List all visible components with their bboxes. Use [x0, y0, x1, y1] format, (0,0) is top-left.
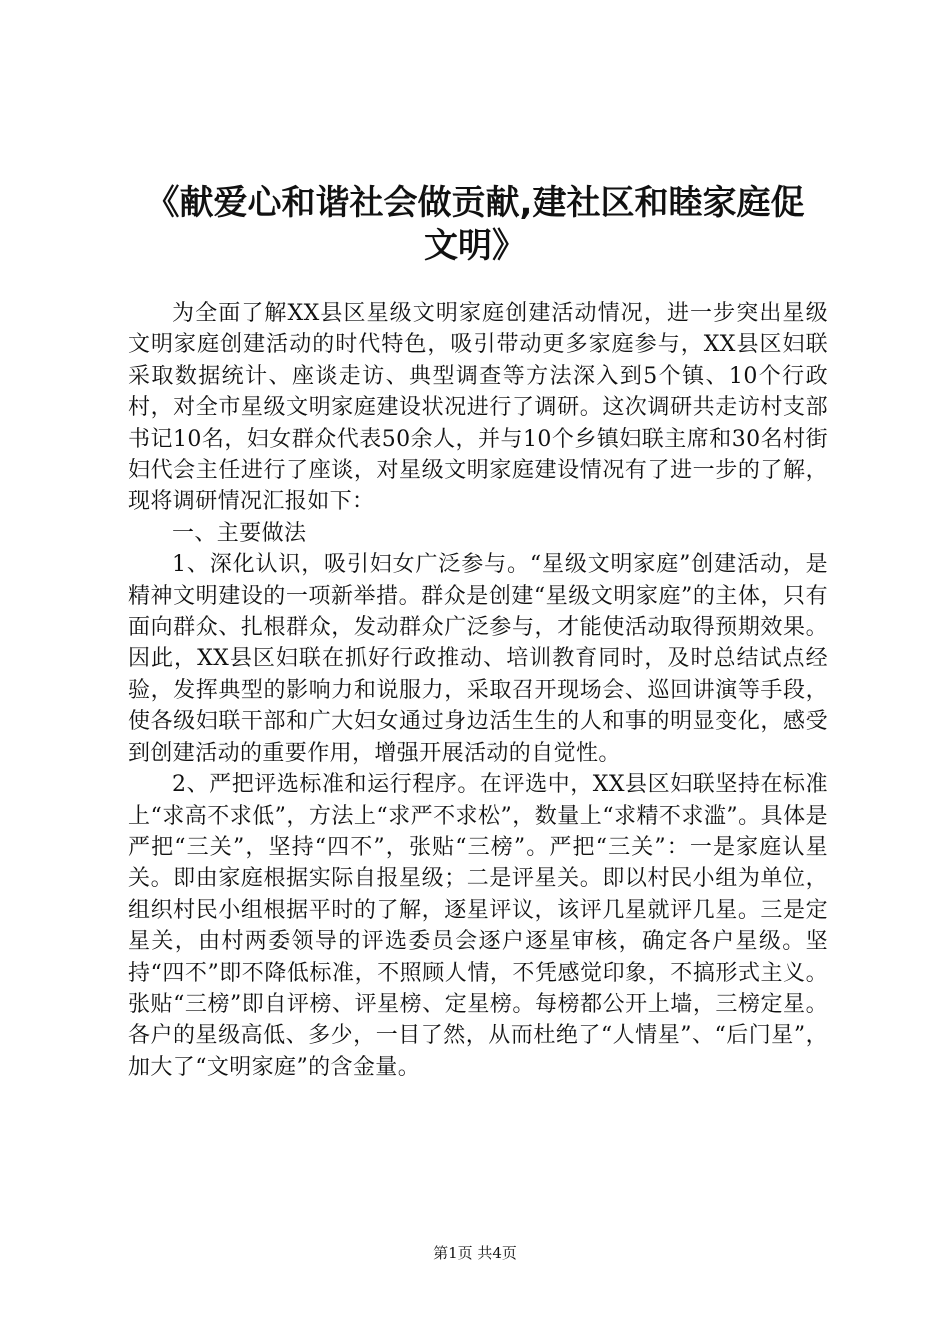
paragraph-item-1: 1、深化认识，吸引妇女广泛参与。“星级文明家庭”创建活动，是精神文明建设的一项新举措。群众是创建“星级文明家庭”的主体，只有面向群众、扎根群众，发动群众广泛参与，才能使活动取得预期效果。因此，XX县区妇联在抓好行政推动、培训教育同时，及时总结试点经验，发挥典型的影响力和说服力，采取召开现场会、巡回讲演等手段，使各级妇联干部和广大妇女通过身边活生生的人和事的明显变化，感受到创建活动的重要作用，增强开展活动的自觉性。: [128, 552, 828, 766]
section-heading-main-practices: 一、主要做法: [172, 520, 307, 546]
paragraph-intro: 为全面了解XX县区星级文明家庭创建活动情况，进一步突出星级文明家庭创建活动的时代特色，吸引带动更多家庭参与，XX县区妇联采取数据统计、座谈走访、典型调查等方法深入到5个镇、10个行政村，对全市星级文明家庭建设状况进行了调研。这次调研共走访村支部书记10名，妇女群众代表50余人，并与10个乡镇妇联主席和30名村街妇代会主任进行了座谈，对星级文明家庭建设情况有了进一步的了解，现将调研情况汇报如下：: [128, 301, 828, 515]
paragraph-item-2: 2、严把评选标准和运行程序。在评选中，XX县区妇联坚持在标准上“求高不求低”，方法上“求严不求松”，数量上“求精不求滥”。具体是严把“三关”，坚持“四不”，张贴“三榜”。严把“三关”：一是家庭认星关。即由家庭根据实际自报星级；二是评星关。即以村民小组为单位，组织村民小组根据平时的了解，逐星评议，该评几星就评几星。三是定星关，由村两委领导的评选委员会逐户逐星审核，确定各户星级。坚持“四不”即不降低标准，不照顾人情，不凭感觉印象，不搞形式主义。张贴“三榜”即自评榜、评星榜、定星榜。每榜都公开上墙，三榜定星。各户的星级高低、多少，一目了然，从而杜绝了“人情星”、“后门星”，加大了“文明家庭”的含金量。: [128, 772, 828, 1080]
document-title-line-2: 文明》: [424, 226, 526, 266]
document-title-line-1: 《献爱心和谐社会做贡献,建社区和睦家庭促: [145, 183, 805, 223]
page-footer: 第1页 共4页: [433, 1244, 517, 1262]
document-body: [128, 298, 828, 1083]
